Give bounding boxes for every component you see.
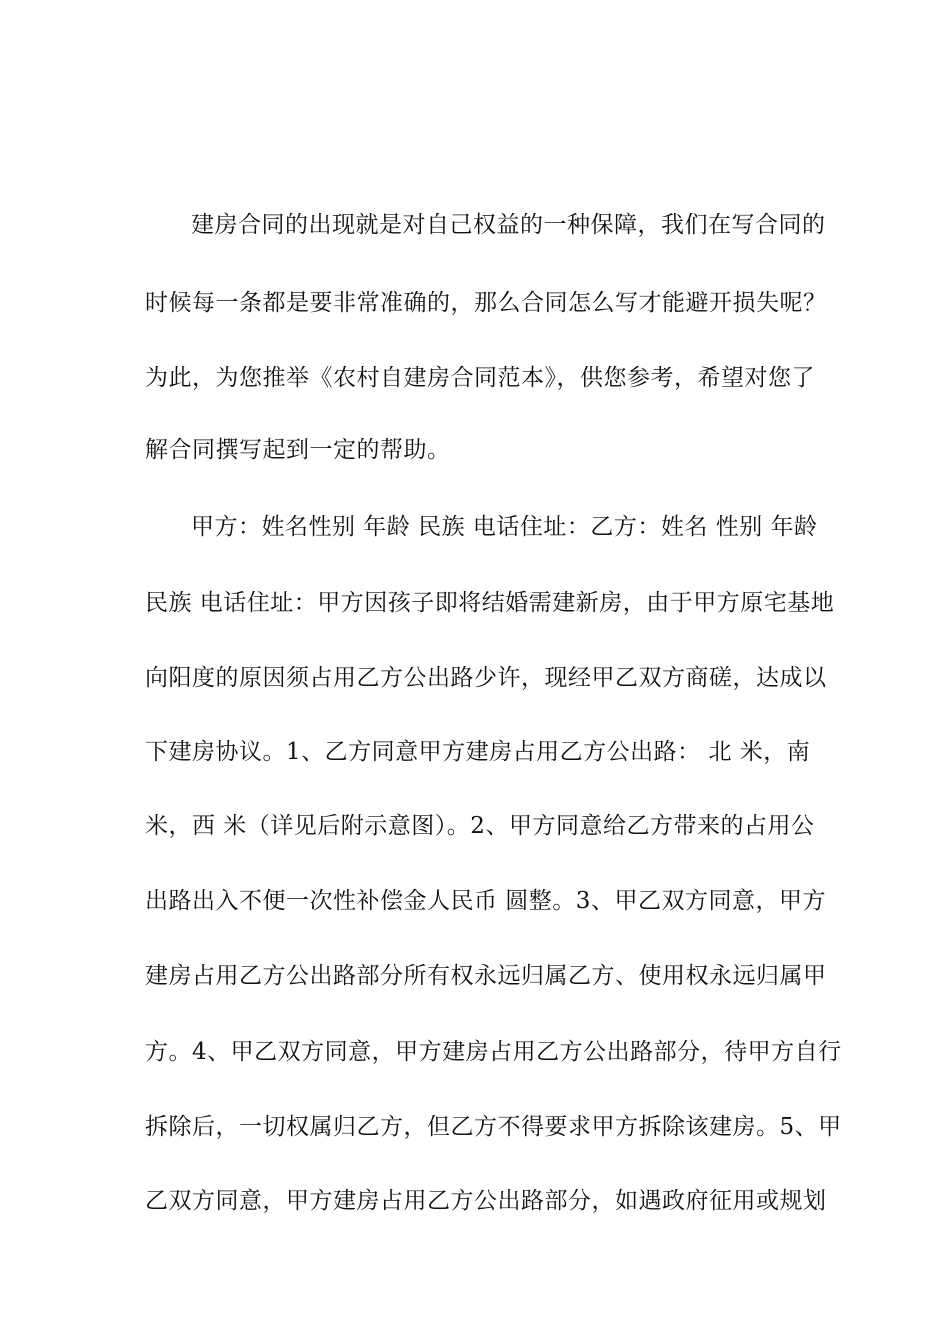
text-line: 拆除后，一切权属归乙方，但乙方不得要求甲方拆除该建房。5、甲	[145, 1114, 842, 1140]
text-line: 建房合同的出现就是对自己权益的一种保障，我们在写合同的	[191, 212, 826, 238]
text-line: 下建房协议。1、乙方同意甲方建房占用乙方公出路： 北 米，南	[145, 739, 811, 765]
text-line: 出路出入不便一次性补偿金人民币 圆整。3、甲乙双方同意，甲方	[145, 888, 826, 914]
text-line: 向阳度的原因须占用乙方公出路少许，现经甲乙双方商磋，达成以	[145, 665, 827, 691]
text-line: 时候每一条都是要非常准确的，那么合同怎么写才能避开损失呢？	[145, 290, 827, 316]
text-line: 建房占用乙方公出路部分所有权永远归属乙方、使用权永远归属甲	[145, 963, 827, 989]
text-line: 方。4、甲乙双方同意，甲方建房占用乙方公出路部分，待甲方自行	[145, 1039, 842, 1065]
text-line: 乙双方同意，甲方建房占用乙方公出路部分，如遇政府征用或规划	[145, 1188, 827, 1214]
text-line: 解合同撰写起到一定的帮助。	[145, 437, 451, 463]
text-line: 米，西 米（详见后附示意图）。2、甲方同意给乙方带来的占用公	[145, 813, 815, 839]
text-line: 甲方：姓名性别 年龄 民族 电话住址：乙方：姓名 性别 年龄	[191, 514, 818, 540]
text-line: 为此，为您推举《农村自建房合同范本》，供您参考，希望对您了	[145, 365, 815, 391]
text-line: 民族 电话住址：甲方因孩子即将结婚需建新房，由于甲方原宅基地	[145, 590, 835, 616]
